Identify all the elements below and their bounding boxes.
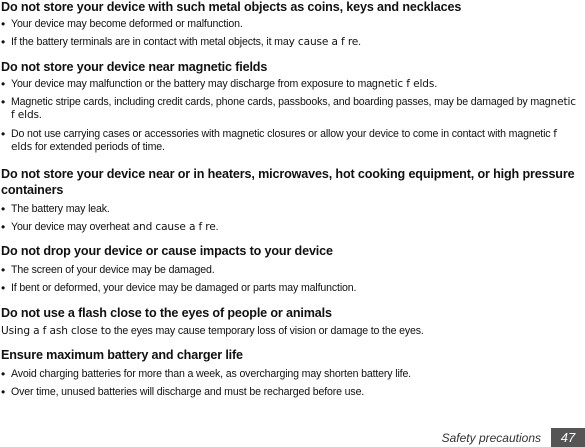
list-item: • If bent or deformed, your device may be damaged or parts may malfunction. [1,281,357,295]
page-footer [442,428,585,447]
page-number-badge: 47 [551,428,585,447]
bullet-icon: • [1,367,6,381]
heading-metal-objects: Do not store your device with such metal objects as coins, keys and necklaces [1,0,462,14]
heading-battery-life: Ensure maximum battery and charger life [1,348,243,362]
bullet-icon: • [1,385,6,399]
list-item: • Magnetic stripe cards, including credit cards, phone cards, passbooks, and boarding passes, may be damaged by magnetic f elds. [1,95,576,121]
list-item: • The screen of your device may be damaged. [1,263,215,277]
bullet-icon: • [1,127,6,141]
footer-section-title: Safety precautions [441,430,541,445]
bullet-icon: • [1,263,6,277]
bullet-icon: • [1,281,6,295]
list-item: • Your device may become deformed or malfunction. [1,17,243,31]
list-item: • If the battery terminals are in contact with metal objects, it may cause a f re. [1,35,361,49]
list-item: • Your device may malfunction or the battery may discharge from exposure to magnetic f elds. [1,77,438,91]
list-item: • Avoid charging batteries for more than a week, as overcharging may shorten battery life. [1,367,411,381]
bullet-icon: • [1,220,6,234]
heading-magnetic-fields: Do not store your device near magnetic fields [1,60,268,74]
heading-drop-impacts: Do not drop your device or cause impacts to your device [1,244,333,258]
heading-flash-eyes: Do not use a flash close to the eyes of people or animals [1,306,332,320]
bullet-icon: • [1,17,6,31]
bullet-icon: • [1,35,6,49]
list-item: • Your device may overheat and cause a f re. [1,220,219,234]
paragraph: Using a f ash close to the eyes may cause temporary loss of vision or damage to the eyes. [1,325,424,337]
heading-heaters: Do not store your device near or in heaters, microwaves, hot cooking equipment, or high pressure containers [1,167,575,197]
list-item: • The battery may leak. [1,202,110,216]
bullet-icon: • [1,77,6,91]
bullet-icon: • [1,95,6,109]
list-item: • Do not use carrying cases or accessories with magnetic closures or allow your device to come in contact with magnetic f elds for extended periods of time. [1,127,557,153]
list-item: • Over time, unused batteries will discharge and must be recharged before use. [1,385,365,399]
bullet-icon: • [1,202,6,216]
